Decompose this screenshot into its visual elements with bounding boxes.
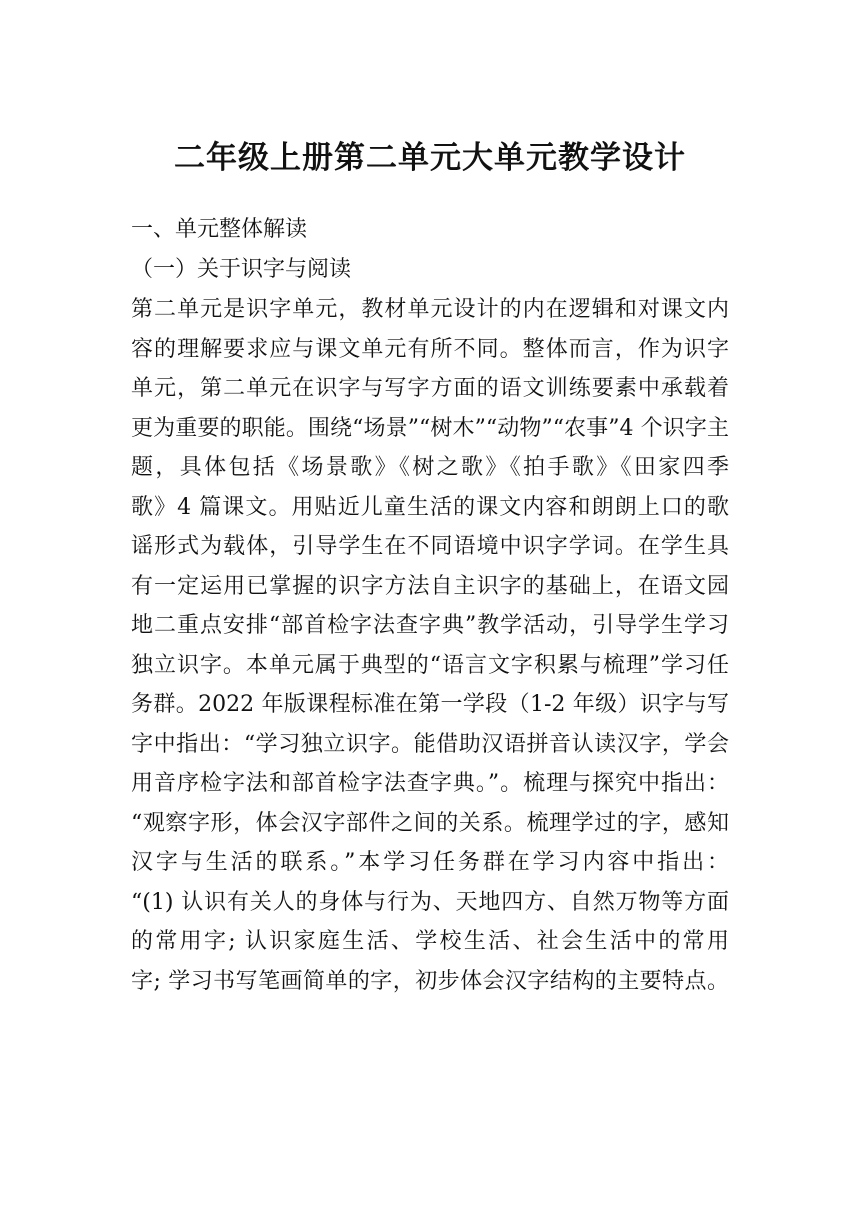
paragraph-line: 的常用字; 认识家庭生活、学校生活、社会生活中的常用 <box>131 929 729 954</box>
paragraph-line: “(1) 认识有关人的身体与行为、天地四方、自然万物等方面 <box>131 889 729 915</box>
paragraph-line: 用音序检字法和部首检字法查字典。”。梳理与探究中指出： <box>131 771 729 796</box>
body-paragraph <box>131 290 729 1001</box>
paragraph-line: 题，具体包括《场景歌》《树之歌》《拍手歌》《田家四季 <box>131 455 729 480</box>
document-title: 二年级上册第二单元大单元教学设计 <box>174 140 686 176</box>
paragraph-line: 更为重要的职能。围绕“场景”“树木”“动物”“农事”4 个识字主 <box>131 415 729 441</box>
paragraph-line: 谣形式为载体，引导学生在不同语境中识字学词。在学生具 <box>131 534 729 559</box>
paragraph-line: 单元，第二单元在识字与写字方面的语文训练要素中承载着 <box>131 376 729 401</box>
paragraph-line: 汉字与生活的联系。”本学习任务群在学习内容中指出： <box>131 850 729 875</box>
paragraph-line: 字中指出：“学习独立识字。能借助汉语拼音认读汉字，学会 <box>131 731 729 757</box>
paragraph-line: 独立识字。本单元属于典型的“语言文字积累与梳理”学习任 <box>131 652 729 678</box>
paragraph-line: “观察字形，体会汉字部件之间的关系。梳理学过的字，感知 <box>131 810 729 836</box>
paragraph-line: 务群。2022 年版课程标准在第一学段（1-2 年级）识字与写 <box>131 692 729 717</box>
paragraph-line: 有一定运用已掌握的识字方法自主识字的基础上，在语文园 <box>131 573 729 599</box>
subsection-heading: （一）关于识字与阅读 <box>131 257 352 282</box>
paragraph-line: 容的理解要求应与课文单元有所不同。整体而言，作为识字 <box>131 336 729 362</box>
paragraph-line: 歌》4 篇课文。用贴近儿童生活的课文内容和朗朗上口的歌 <box>131 494 729 520</box>
section-heading: 一、单元整体解读 <box>131 217 308 242</box>
paragraph-line: 地二重点安排“部首检字法查字典”教学活动，引导学生学习 <box>131 613 729 638</box>
paragraph-line: 字; 学习书写笔画简单的字，初步体会汉字结构的主要特点。 <box>131 968 729 994</box>
paragraph-line: 第二单元是识字单元，教材单元设计的内在逻辑和对课文内 <box>131 297 729 322</box>
document-body <box>131 210 729 1001</box>
